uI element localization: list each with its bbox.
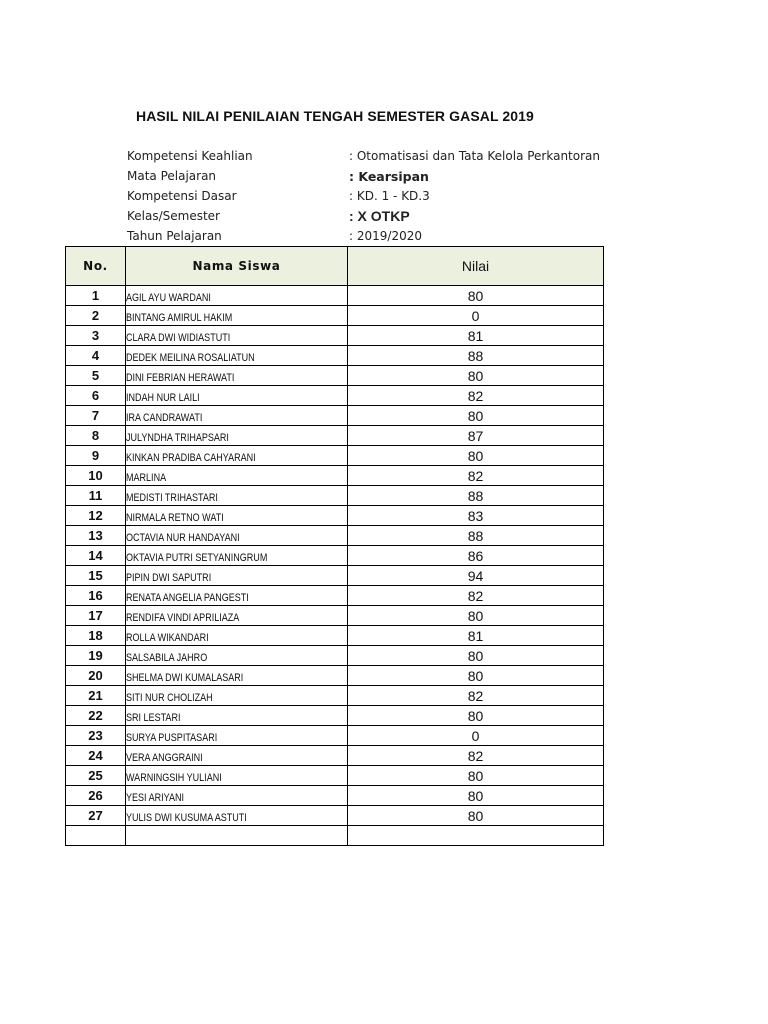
row-number: 2	[66, 306, 126, 326]
student-score: 80	[348, 766, 604, 786]
row-number: 17	[66, 606, 126, 626]
student-name	[126, 326, 348, 346]
student-name	[126, 346, 348, 366]
student-name-text: DINI FEBRIAN HERAWATI	[126, 372, 235, 384]
student-score: 94	[348, 566, 604, 586]
student-score: 86	[348, 546, 604, 566]
student-name	[126, 546, 348, 566]
meta-label: Kelas/Semester	[127, 209, 220, 223]
row-number: 19	[66, 646, 126, 666]
row-number: 18	[66, 626, 126, 646]
table-row	[66, 746, 604, 766]
meta-row-mata-pelajaran	[127, 166, 607, 186]
meta-row-kelas-semester	[127, 206, 607, 226]
student-score: 82	[348, 586, 604, 606]
meta-value: : 2019/2020	[349, 229, 422, 243]
row-number: 20	[66, 666, 126, 686]
student-score: 0	[348, 306, 604, 326]
row-number: 24	[66, 746, 126, 766]
row-number: 22	[66, 706, 126, 726]
grades-table	[65, 246, 604, 846]
header-no: No.	[66, 247, 126, 286]
table-row	[66, 506, 604, 526]
meta-value: : X OTKP	[349, 208, 410, 224]
student-score: 81	[348, 326, 604, 346]
table-row-empty	[66, 826, 604, 846]
student-name-text: MEDISTI TRIHASTARI	[126, 492, 218, 504]
student-name	[126, 766, 348, 786]
student-name	[126, 466, 348, 486]
student-score: 81	[348, 626, 604, 646]
row-number: 14	[66, 546, 126, 566]
student-score: 80	[348, 786, 604, 806]
row-number: 3	[66, 326, 126, 346]
student-score: 80	[348, 366, 604, 386]
table-row	[66, 646, 604, 666]
row-number: 16	[66, 586, 126, 606]
table-row	[66, 286, 604, 306]
meta-value: : Kearsipan	[349, 168, 429, 184]
student-name	[126, 686, 348, 706]
row-number: 11	[66, 486, 126, 506]
row-number: 7	[66, 406, 126, 426]
student-name	[126, 606, 348, 626]
table-row	[66, 446, 604, 466]
row-number: 1	[66, 286, 126, 306]
student-name-text: MARLINA	[126, 472, 167, 484]
student-score: 80	[348, 646, 604, 666]
student-name-text: NIRMALA RETNO WATI	[126, 512, 224, 524]
student-name-text: INDAH NUR LAILI	[126, 392, 200, 404]
student-name-text: YULIS DWI KUSUMA ASTUTI	[126, 812, 247, 824]
row-number: 23	[66, 726, 126, 746]
meta-label: Kompetensi Keahlian	[127, 149, 253, 163]
student-name	[126, 386, 348, 406]
student-name-text: ROLLA WIKANDARI	[126, 632, 209, 644]
table-row	[66, 406, 604, 426]
table-row	[66, 686, 604, 706]
table-row	[66, 706, 604, 726]
table-row	[66, 306, 604, 326]
table-row	[66, 386, 604, 406]
row-number: 15	[66, 566, 126, 586]
table-row	[66, 786, 604, 806]
table-row	[66, 346, 604, 366]
table-body	[66, 286, 604, 846]
student-score: 87	[348, 426, 604, 446]
student-name-text: SURYA PUSPITASARI	[126, 732, 218, 744]
student-score: 80	[348, 806, 604, 826]
row-number: 12	[66, 506, 126, 526]
meta-row-kompetensi-dasar	[127, 186, 607, 206]
student-score: 80	[348, 286, 604, 306]
row-number: 6	[66, 386, 126, 406]
table-row	[66, 626, 604, 646]
student-score: 80	[348, 406, 604, 426]
meta-label: Tahun Pelajaran	[127, 229, 222, 243]
student-score: 80	[348, 666, 604, 686]
meta-label: Kompetensi Dasar	[127, 189, 237, 203]
student-name-text: BINTANG AMIRUL HAKIM	[126, 312, 233, 324]
student-name-text: SHELMA DWI KUMALASARI	[126, 672, 244, 684]
student-name	[126, 666, 348, 686]
row-number: 5	[66, 366, 126, 386]
student-score: 80	[348, 606, 604, 626]
student-name-text: OCTAVIA NUR HANDAYANI	[126, 532, 240, 544]
table-row	[66, 806, 604, 826]
empty-cell	[66, 826, 126, 846]
row-number: 25	[66, 766, 126, 786]
student-name	[126, 626, 348, 646]
student-name	[126, 486, 348, 506]
table-row	[66, 726, 604, 746]
row-number: 9	[66, 446, 126, 466]
student-score: 82	[348, 746, 604, 766]
table-row	[66, 526, 604, 546]
student-name-text: YESI ARIYANI	[126, 792, 184, 804]
student-name	[126, 746, 348, 766]
student-score: 0	[348, 726, 604, 746]
student-name	[126, 366, 348, 386]
student-score: 82	[348, 466, 604, 486]
empty-cell	[126, 826, 348, 846]
header-score: Nilai	[348, 247, 604, 286]
page-title: HASIL NILAI PENILAIAN TENGAH SEMESTER GASAL 2019	[136, 108, 534, 124]
row-number: 21	[66, 686, 126, 706]
student-name-text: SALSABILA JAHRO	[126, 652, 208, 664]
table-row	[66, 366, 604, 386]
student-name-text: WARNINGSIH YULIANI	[126, 772, 222, 784]
student-name	[126, 726, 348, 746]
student-name	[126, 526, 348, 546]
table-row	[66, 546, 604, 566]
student-score: 82	[348, 386, 604, 406]
student-score: 80	[348, 446, 604, 466]
student-score: 80	[348, 706, 604, 726]
student-name-text: CLARA DWI WIDIASTUTI	[126, 332, 231, 344]
student-name-text: DEDEK MEILINA ROSALIATUN	[126, 352, 255, 364]
student-name	[126, 646, 348, 666]
row-number: 27	[66, 806, 126, 826]
student-name-text: AGIL AYU WARDANI	[126, 292, 211, 304]
student-name-text: SRI LESTARI	[126, 712, 181, 724]
row-number: 8	[66, 426, 126, 446]
student-name	[126, 806, 348, 826]
student-name	[126, 786, 348, 806]
meta-info	[127, 146, 607, 246]
empty-cell	[348, 826, 604, 846]
table-header-row	[66, 247, 604, 286]
student-name	[126, 446, 348, 466]
header-name: Nama Siswa	[126, 247, 348, 286]
student-score: 88	[348, 526, 604, 546]
student-name-text: JULYNDHA TRIHAPSARI	[126, 432, 229, 444]
student-name	[126, 286, 348, 306]
table-row	[66, 466, 604, 486]
student-name	[126, 426, 348, 446]
student-score: 83	[348, 506, 604, 526]
meta-row-kompetensi-keahlian	[127, 146, 607, 166]
row-number: 13	[66, 526, 126, 546]
student-name	[126, 306, 348, 326]
student-name-text: VERA ANGGRAINI	[126, 752, 203, 764]
student-name-text: KINKAN PRADIBA CAHYARANI	[126, 452, 256, 464]
student-name-text: IRA CANDRAWATI	[126, 412, 203, 424]
student-name-text: RENDIFA VINDI APRILIAZA	[126, 612, 240, 624]
student-name	[126, 706, 348, 726]
student-name	[126, 586, 348, 606]
student-score: 88	[348, 486, 604, 506]
student-name-text: OKTAVIA PUTRI SETYANINGRUM	[126, 552, 268, 564]
table-row	[66, 566, 604, 586]
meta-value: : Otomatisasi dan Tata Kelola Perkantoran	[349, 149, 600, 163]
student-name-text: RENATA ANGELIA PANGESTI	[126, 592, 249, 604]
table-row	[66, 326, 604, 346]
table-row	[66, 586, 604, 606]
table-row	[66, 666, 604, 686]
meta-row-tahun-pelajaran	[127, 226, 607, 246]
student-name-text: SITI NUR CHOLIZAH	[126, 692, 213, 704]
meta-label: Mata Pelajaran	[127, 169, 217, 183]
table-row	[66, 486, 604, 506]
table-row	[66, 606, 604, 626]
student-name	[126, 406, 348, 426]
student-name	[126, 566, 348, 586]
row-number: 26	[66, 786, 126, 806]
student-name-text: PIPIN DWI SAPUTRI	[126, 572, 212, 584]
table-row	[66, 426, 604, 446]
meta-value: : KD. 1 - KD.3	[349, 189, 430, 203]
student-score: 88	[348, 346, 604, 366]
row-number: 4	[66, 346, 126, 366]
student-name	[126, 506, 348, 526]
row-number: 10	[66, 466, 126, 486]
student-score: 82	[348, 686, 604, 706]
table-row	[66, 766, 604, 786]
